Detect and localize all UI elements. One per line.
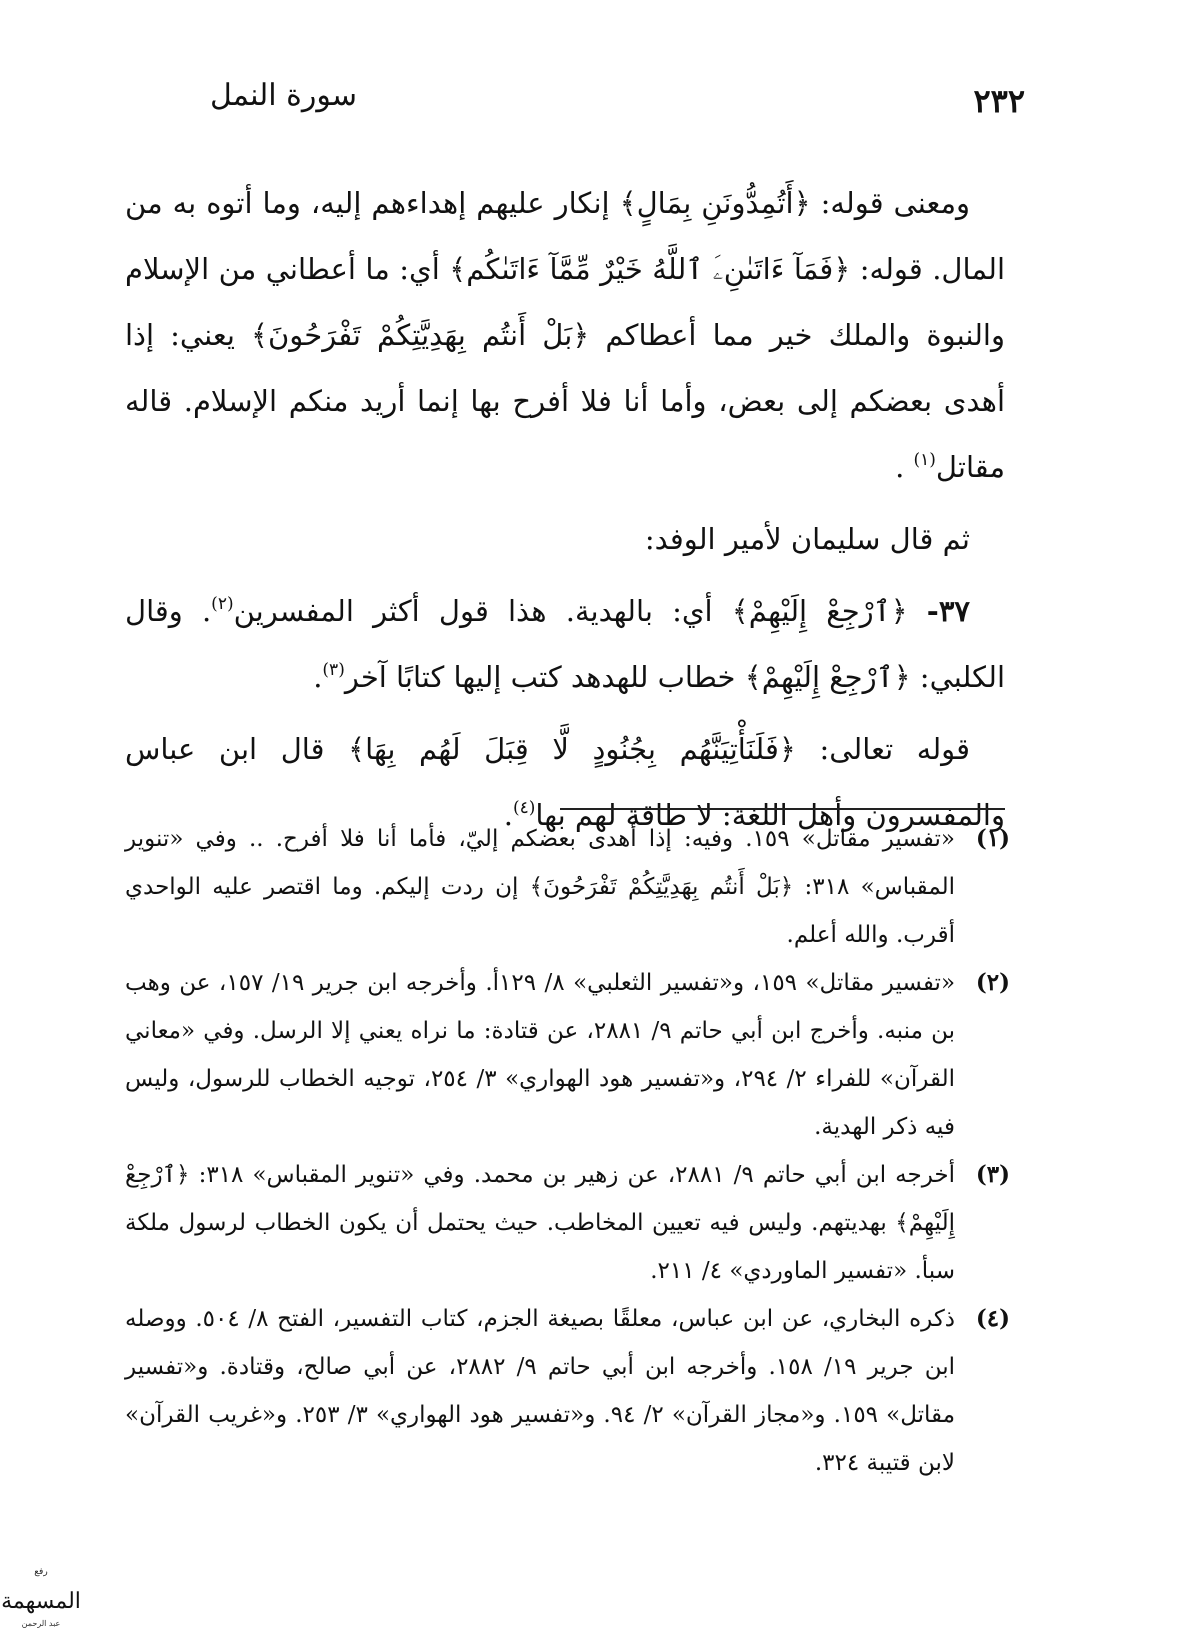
running-title: سورة النمل	[210, 78, 357, 113]
text: «تفسير مقاتل» ١٥٩. وفيه: إذا أهدى بعضكم إليّ، فأما أنا فلا أفرح. .. وفي «تنوير المقباس» ٣١٨:	[125, 826, 956, 900]
page-number: ٢٣٢	[973, 82, 1025, 120]
text: إن ردت إليكم. وما اقتصر عليه الواحدي أقرب. والله أعلم.	[125, 874, 955, 948]
footnote-ref[interactable]: (٤)	[512, 798, 536, 818]
footnote-text: ذكره البخاري، عن ابن عباس، معلقًا بصيغة الجزم، كتاب التفسير، الفتح ٨/ ٥٠٤. ووصله ابن جرير ١٩/ ١٥٨. وأخرجه ابن أبي حاتم ٩/ ٢٨٨٢، عن أبي صالح، وقتادة. و«تفسير مقاتل» ١٥٩. و«مجاز القرآن» ٢/ ٩٤. و«تفسير هود الهواري» ٣/ ٢٥٣. و«غريب القرآن» لابن قتيبة ٣٢٤.	[125, 1306, 956, 1476]
library-stamp-logo	[1, 1560, 81, 1640]
footnote-label: (٣)	[975, 1161, 1010, 1188]
quran-verse: ﴿فَمَآ ءَاتَىٰنِۦَ ٱللَّهُ خَيْرٌ مِّمَّآ ءَاتَىٰكُم﴾	[449, 252, 851, 286]
footnotes	[125, 815, 1010, 1487]
text: قال ابن عباس والمفسرون وأهل اللغة: لا طاقة لهم بها	[125, 732, 1005, 832]
footnote-separator	[560, 808, 1005, 810]
quran-verse: ﴿أَتُمِدُّونَنِ بِمَالٍ﴾	[619, 186, 811, 220]
text: أي: ما أعطاني من الإسلام والنبوة والملك خير مما أعطاكم	[125, 252, 1005, 352]
footnote-label: (٤)	[975, 1305, 1010, 1332]
footnote-1	[125, 815, 1010, 959]
quran-verse: ﴿ٱرْجِعْ إِلَيْهِمْ﴾	[744, 660, 911, 694]
footnote-text	[125, 815, 955, 959]
quran-verse: ﴿فَلَنَأْتِيَنَّهُم بِجُنُودٍ لَّا قِبَلَ لَهُم بِهَا﴾	[348, 732, 796, 766]
quran-verse: ﴿بَلْ أَنتُم بِهَدِيَّتِكُمْ تَفْرَحُونَ﴾	[251, 318, 590, 352]
text: بهديتهم. وليس فيه تعيين المخاطب. حيث يحتمل أن يكون الخطاب لرسول ملكة سبأ. «تفسير الماوردي» ٤/ ٢١١.	[125, 1210, 955, 1284]
quran-verse: ﴿بَلْ أَنتُم بِهَدِيَّتِكُمْ تَفْرَحُونَ﴾	[529, 874, 794, 900]
text: .	[895, 450, 914, 484]
footnote-label: (٢)	[975, 969, 1010, 996]
footnote-3	[125, 1151, 1010, 1295]
verse-number: ٣٧-	[926, 594, 970, 628]
text: أخرجه ابن أبي حاتم ٩/ ٢٨٨١، عن زهير بن محمد. وفي «تنوير المقباس» ٣١٨:	[189, 1162, 956, 1188]
text: .	[503, 798, 513, 832]
text: أي: بالهدية. هذا قول أكثر المفسرين	[233, 594, 732, 628]
footnote-ref[interactable]: (٢)	[211, 594, 234, 614]
paragraph-2: ثم قال سليمان لأمير الوفد:	[644, 522, 970, 556]
stamp-bottom-text: عبد الرحمن	[21, 1619, 61, 1628]
stamp-top-text: رفع	[34, 1567, 48, 1577]
main-text	[125, 170, 1005, 854]
footnote-4	[125, 1295, 1010, 1487]
footnote-text: «تفسير مقاتل» ١٥٩، و«تفسير الثعلبي» ٨/ ١٢٩أ. وأخرجه ابن جرير ١٩/ ١٥٧، عن وهب بن منبه. وأخرج ابن أبي حاتم ٩/ ٢٨٨١، عن قتادة: ما نراه يعني إلا الرسل. وفي «معاني القرآن» للفراء ٢/ ٢٩٤، و«تفسير هود الهواري» ٣/ ٢٥٤، توجيه الخطاب للرسول، وليس فيه ذكر الهدية.	[125, 970, 956, 1140]
stamp-main-text: المسهمة	[1, 1589, 81, 1614]
text: إنكار عليهم إهداءهم إليه، وما أتوه به من المال. قوله:	[125, 186, 1006, 286]
text: .	[313, 660, 323, 694]
text: ومعنى قوله:	[810, 186, 971, 220]
page-header	[210, 78, 1025, 128]
text: . وقال الكلبي:	[125, 594, 1005, 694]
footnote-text	[125, 1151, 955, 1295]
paragraph-3	[125, 578, 1005, 710]
paragraph-1	[125, 170, 1005, 500]
quran-verse: ﴿ٱرْجِعْ إِلَيْهِمْ﴾	[125, 1162, 955, 1236]
footnote-ref[interactable]: (٣)	[322, 660, 345, 680]
quran-verse: ﴿ٱرْجِعْ إِلَيْهِمْ﴾	[731, 594, 927, 628]
text: يعني: إذا أهدى بعضكم إلى بعض، وأما أنا فلا أفرح بها إنما أريد منكم الإسلام. قاله مقاتل	[125, 318, 1005, 484]
footnote-label: (١)	[975, 825, 1010, 852]
text: قوله تعالى:	[795, 732, 971, 766]
footnote-2	[125, 959, 1010, 1151]
footnote-ref[interactable]: (١)	[913, 450, 936, 470]
text: خطاب للهدهد كتب إليها كتابًا آخر	[344, 660, 745, 694]
